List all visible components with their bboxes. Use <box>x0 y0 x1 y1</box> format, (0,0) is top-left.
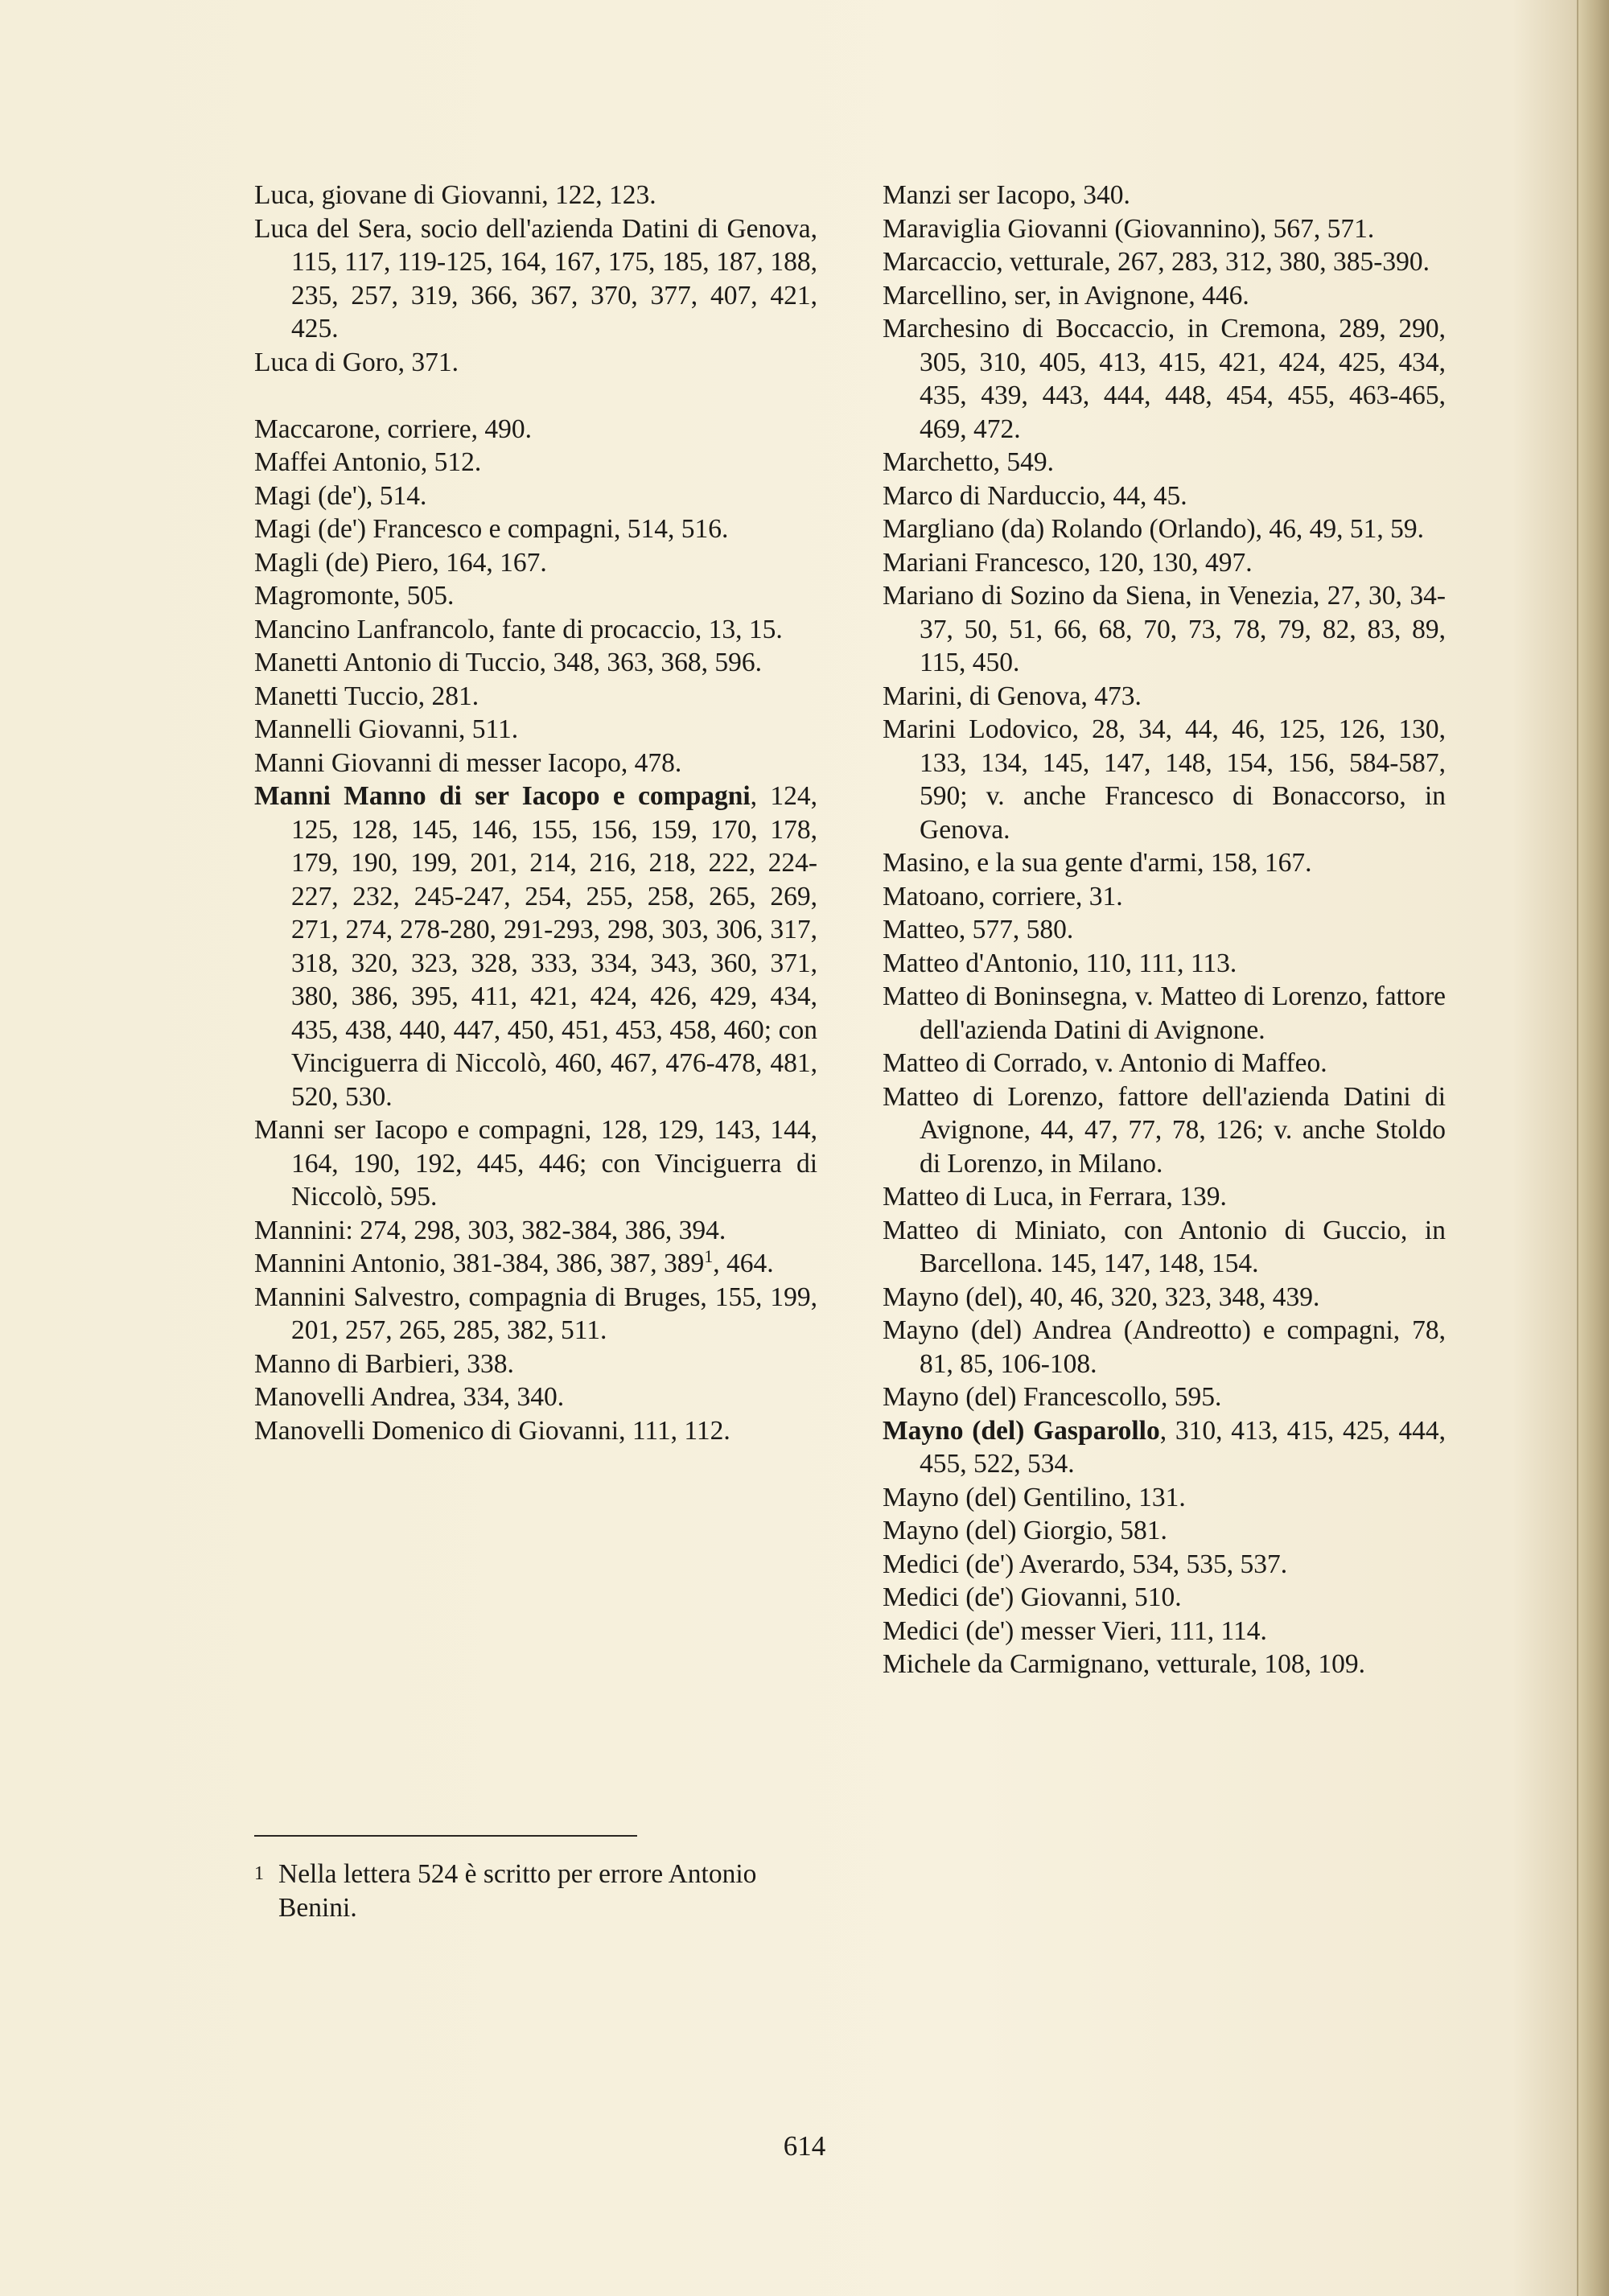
index-entry: Mariani Francesco, 120, 130, 497. <box>883 547 1253 578</box>
index-entry: Masino, e la sua gente d'armi, 158, 167. <box>883 848 1312 878</box>
index-entry: Marini Lodovico, 28, 34, 44, 46, 125, 126, 130, 133, 134, 145, 147, 148, 154, 156, 584-587, 590; v. anche Francesco di Bonaccorso, in Genova. <box>883 714 1446 845</box>
index-entry: Matteo di Lorenzo, fattore dell'azienda Datini di Avignone, 44, 47, 77, 78, 126; v. anche Stoldo di Lorenzo, in Milano. <box>883 1081 1446 1179</box>
index-entry: Mayno (del) Giorgio, 581. <box>883 1516 1167 1545</box>
index-entry: Luca del Sera, socio dell'azienda Datini di Genova, 115, 117, 119-125, 164, 167, 175, 185, 187, 188, 235, 257, 319, 366, 367, 370, 377, 407, 421, 425. <box>254 213 817 344</box>
index-entry: Medici (de') Averardo, 534, 535, 537. <box>883 1549 1288 1579</box>
index-entry: Manno di Barbieri, 338. <box>254 1348 514 1379</box>
index-column-right <box>883 179 1446 1681</box>
index-entry: Magi (de'), 514. <box>254 480 427 511</box>
index-entry: Mannini: 274, 298, 303, 382-384, 386, 394. <box>254 1215 726 1245</box>
index-entry: Maffei Antonio, 512. <box>254 447 482 477</box>
index-entry: Marchetto, 549. <box>883 447 1055 477</box>
index-entry: Marini, di Genova, 473. <box>883 681 1142 711</box>
index-entry-heading: Manni Manno di ser Iacopo e compagni <box>254 781 751 811</box>
index-entry: Mannini Salvestro, compagnia di Bruges, 155, 199, 201, 257, 265, 285, 382, 511. <box>254 1282 817 1345</box>
index-entry: Michele da Carmignano, vetturale, 108, 109. <box>883 1649 1366 1679</box>
index-entry: Medici (de') Giovanni, 510. <box>883 1582 1182 1612</box>
index-entry-refs: , 124, 125, 128, 145, 146, 155, 156, 159, 170, 178, 179, 190, 199, 201, 214, 216, 218, 222, 224-227, 232, 245-247, 254, 255, 258, 265, 269, 271, 274, 278-280, 291-293, 298, 303, 306, 317, 318, 320, 323, 328, 333, 334, 343, 360, 371, 380, 386, 395, 411, 421, 424, 426, 429, 434, 435, 438, 440, 447, 450, 451, 453, 458, 460; con Vinciguerra di Niccolò, 460, 467, 476-478, 481, 520, 530. <box>291 781 818 1112</box>
index-entry: Mayno (del) Gentilino, 131. <box>883 1482 1186 1512</box>
index-entry: Matoano, corriere, 31. <box>883 881 1123 911</box>
footnote-reference: 1 <box>704 1245 714 1266</box>
index-entry: Luca di Goro, 371. <box>254 347 459 377</box>
index-entry: Manzi ser Iacopo, 340. <box>883 180 1130 210</box>
footnote <box>254 1858 817 1924</box>
index-entry-bold <box>883 1414 1446 1481</box>
index-entry: Manetti Tuccio, 281. <box>254 681 479 711</box>
index-column-left <box>254 179 817 1447</box>
index-entry: Matteo di Miniato, con Antonio di Guccio, in Barcellona. 145, 147, 148, 154. <box>883 1215 1446 1278</box>
page-number: 614 <box>783 2130 826 2162</box>
book-binding-edge <box>1577 0 1609 2296</box>
index-entry: Mayno (del) Francescollo, 595. <box>883 1382 1222 1412</box>
index-entry-refs: Mannini Antonio, 381-384, 386, 387, 389 <box>254 1249 705 1278</box>
index-entry: Marco di Narduccio, 44, 45. <box>883 480 1187 511</box>
index-entry: Mayno (del), 40, 46, 320, 323, 348, 439. <box>883 1282 1320 1312</box>
index-entry <box>254 1247 817 1281</box>
index-entry: Magromonte, 505. <box>254 581 455 611</box>
index-entry: Manetti Antonio di Tuccio, 348, 363, 368, 596. <box>254 648 762 677</box>
index-entry: Matteo di Boninsegna, v. Matteo di Lorenzo, fattore dell'azienda Datini di Avignone. <box>883 981 1446 1045</box>
index-entry: Mayno (del) Andrea (Andreotto) e compagni, 78, 81, 85, 106-108. <box>883 1315 1446 1379</box>
index-entry: Matteo di Corrado, v. Antonio di Maffeo. <box>883 1048 1327 1078</box>
index-entry: Marcaccio, vetturale, 267, 283, 312, 380, 385-390. <box>883 247 1430 277</box>
index-entry: Margliano (da) Rolando (Orlando), 46, 49, 51, 59. <box>883 514 1424 544</box>
footnote-text: Nella lettera 524 è scritto per errore Antonio Benini. <box>278 1859 757 1923</box>
index-entry: Matteo d'Antonio, 110, 111, 113. <box>883 948 1237 978</box>
index-entry: Magi (de') Francesco e compagni, 514, 516. <box>254 514 729 544</box>
index-entry-refs-tail: , 464. <box>713 1249 774 1278</box>
index-entry: Mariano di Sozino da Siena, in Venezia, 27, 30, 34-37, 50, 51, 66, 68, 70, 73, 78, 79, 82, 83, 89, 115, 450. <box>883 581 1446 677</box>
footnote-mark: 1 <box>254 1863 264 1884</box>
index-entry-refs: , 310, 413, 415, 425, 444, 455, 522, 534. <box>920 1415 1446 1479</box>
index-entry: Manni Giovanni di messer Iacopo, 478. <box>254 747 682 778</box>
index-entry: Manovelli Domenico di Giovanni, 111, 112. <box>254 1415 730 1446</box>
section-gap <box>254 379 817 413</box>
index-entry-bold <box>254 780 817 1113</box>
index-entry: Mancino Lanfrancolo, fante di procaccio, 13, 15. <box>254 614 783 644</box>
index-entry: Manni ser Iacopo e compagni, 128, 129, 143, 144, 164, 190, 192, 445, 446; con Vinciguerra di Niccolò, 595. <box>254 1115 817 1212</box>
footnote-divider <box>254 1835 637 1837</box>
index-entry: Marcellino, ser, in Avignone, 446. <box>883 280 1249 311</box>
index-entry: Marchesino di Boccaccio, in Cremona, 289, 290, 305, 310, 405, 413, 415, 421, 424, 425, 434, 435, 439, 443, 444, 448, 454, 455, 463-465, 469, 472. <box>883 314 1446 444</box>
index-entry: Maraviglia Giovanni (Giovannino), 567, 571. <box>883 213 1375 244</box>
index-entry: Magli (de) Piero, 164, 167. <box>254 547 547 578</box>
index-entry-heading: Mayno (del) Gasparollo <box>883 1415 1160 1446</box>
index-entry: Maccarone, corriere, 490. <box>254 414 533 444</box>
index-entry: Matteo di Luca, in Ferrara, 139. <box>883 1182 1227 1212</box>
index-entry: Mannelli Giovanni, 511. <box>254 714 519 744</box>
index-entry: Manovelli Andrea, 334, 340. <box>254 1382 565 1412</box>
index-entry: Medici (de') messer Vieri, 111, 114. <box>883 1615 1267 1646</box>
index-entry: Matteo, 577, 580. <box>883 915 1074 944</box>
index-entry: Luca, giovane di Giovanni, 122, 123. <box>254 180 656 210</box>
